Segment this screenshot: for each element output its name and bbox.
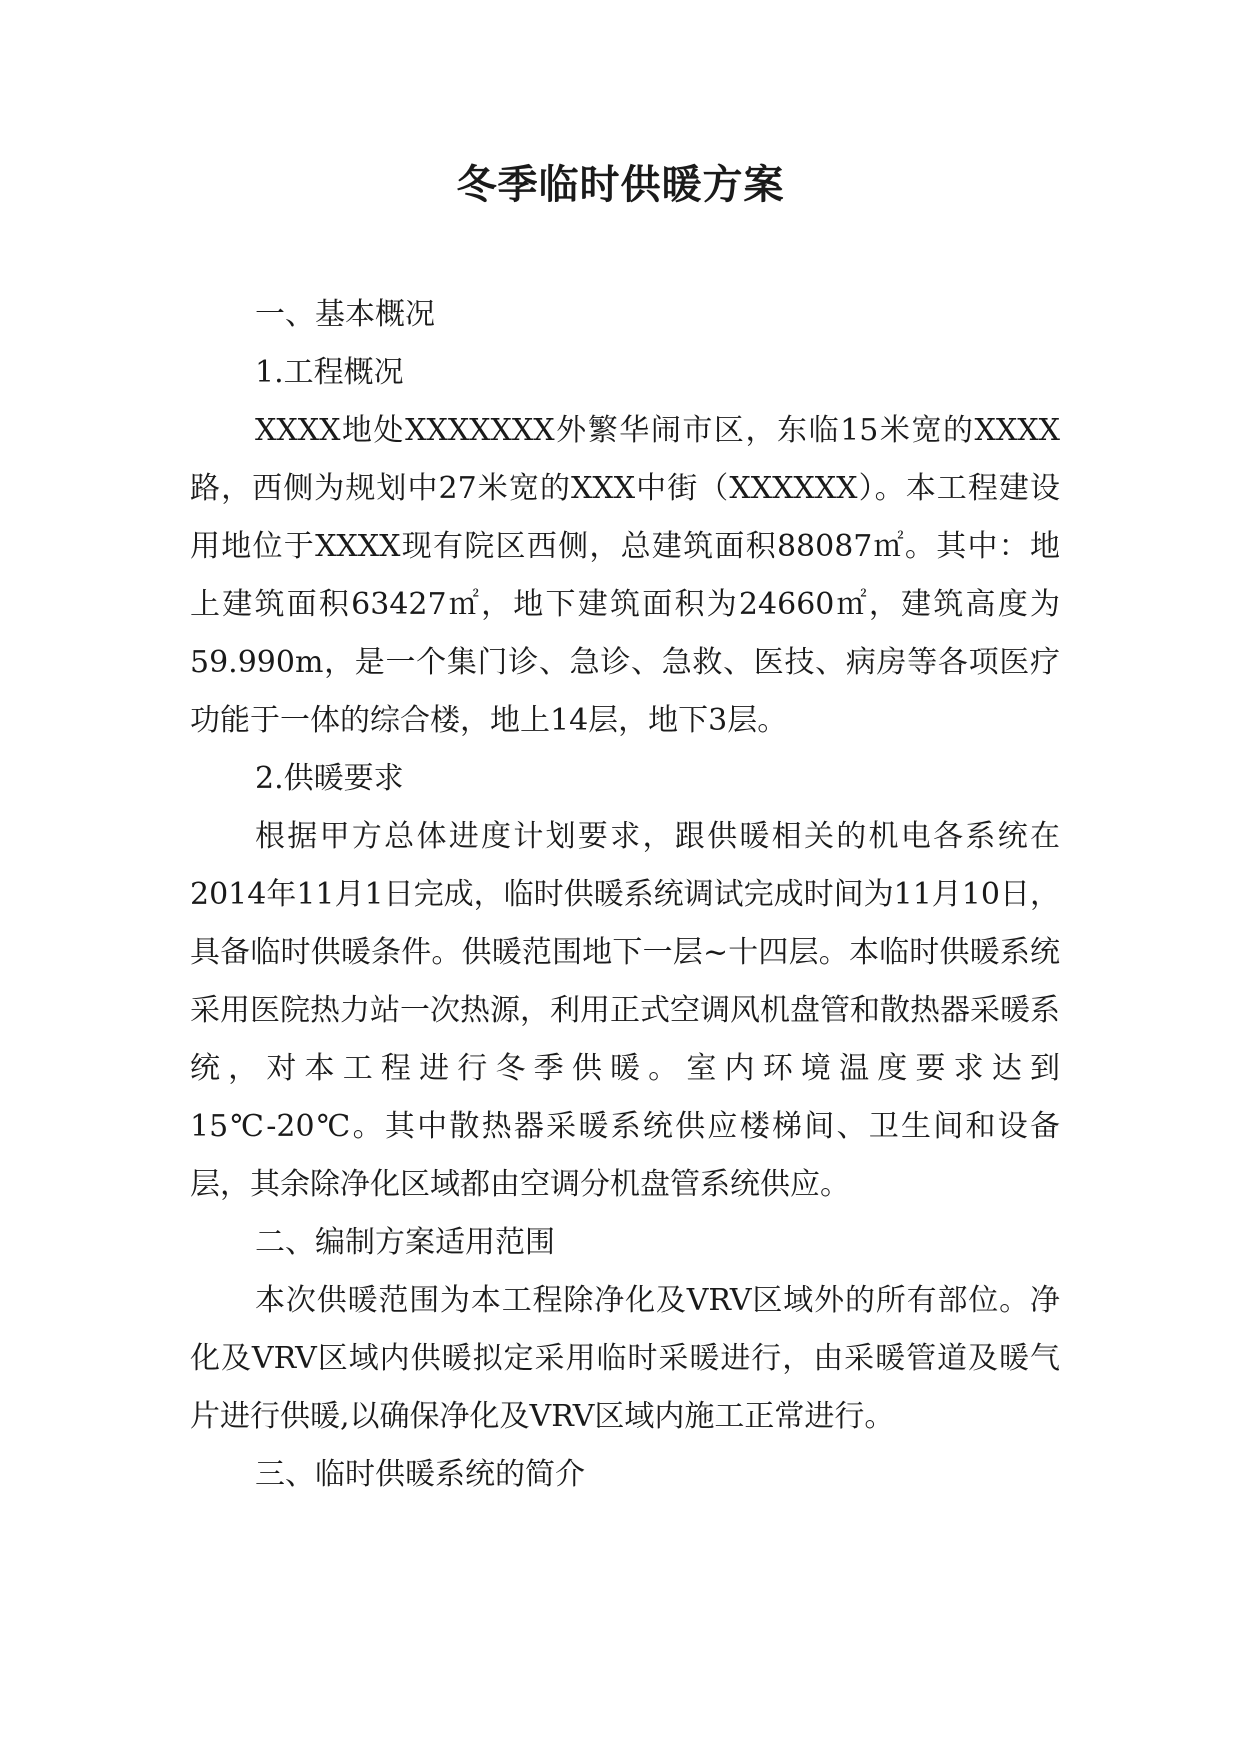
document-body (190, 286, 1060, 1504)
subsection-heading-heating-requirements: 2.供暖要求 (255, 761, 404, 796)
paragraph-scope: 本次供暖范围为本工程除净化及VRV区域外的所有部位。净化及VRV区域内供暖拟定采用临时采暖进行，由采暖管道及暖气片进行供暖,以确保净化及VRV区域内施工正常进行。 (190, 1283, 1060, 1434)
section-heading-system-intro: 三、临时供暖系统的简介 (255, 1457, 585, 1492)
paragraph-heating-requirements: 根据甲方总体进度计划要求，跟供暖相关的机电各系统在2014年11月1日完成，临时供暖系统调试完成时间为11月10日，具备临时供暖条件。供暖范围地下一层~十四层。本临时供暖系统采用医院热力站一次热源，利用正式空调风机盘管和散热器采暖系统，对本工程进行冬季供暖。室内环境温度要求达到15℃-20℃。其中散热器采暖系统供应楼梯间、卫生间和设备层，其余除净化区域都由空调分机盘管系统供应。 (190, 819, 1060, 1202)
subsection-heading-project-overview: 1.工程概况 (255, 355, 404, 390)
paragraph-project-overview: XXXX地处XXXXXXX外繁华闹市区，东临15米宽的XXXX路，西侧为规划中27米宽的XXX中街（XXXXXX）。本工程建设用地位于XXXX现有院区西侧，总建筑面积88087㎡。其中：地上建筑面积63427㎡，地下建筑面积为24660㎡，建筑高度为59.990m，是一个集门诊、急诊、急救、医技、病房等各项医疗功能于一体的综合楼，地上14层，地下3层。 (190, 413, 1060, 738)
section-heading-scope: 二、编制方案适用范围 (255, 1225, 555, 1260)
document-title: 冬季临时供暖方案 (456, 162, 785, 208)
section-heading-basic-overview: 一、基本概况 (255, 297, 435, 332)
